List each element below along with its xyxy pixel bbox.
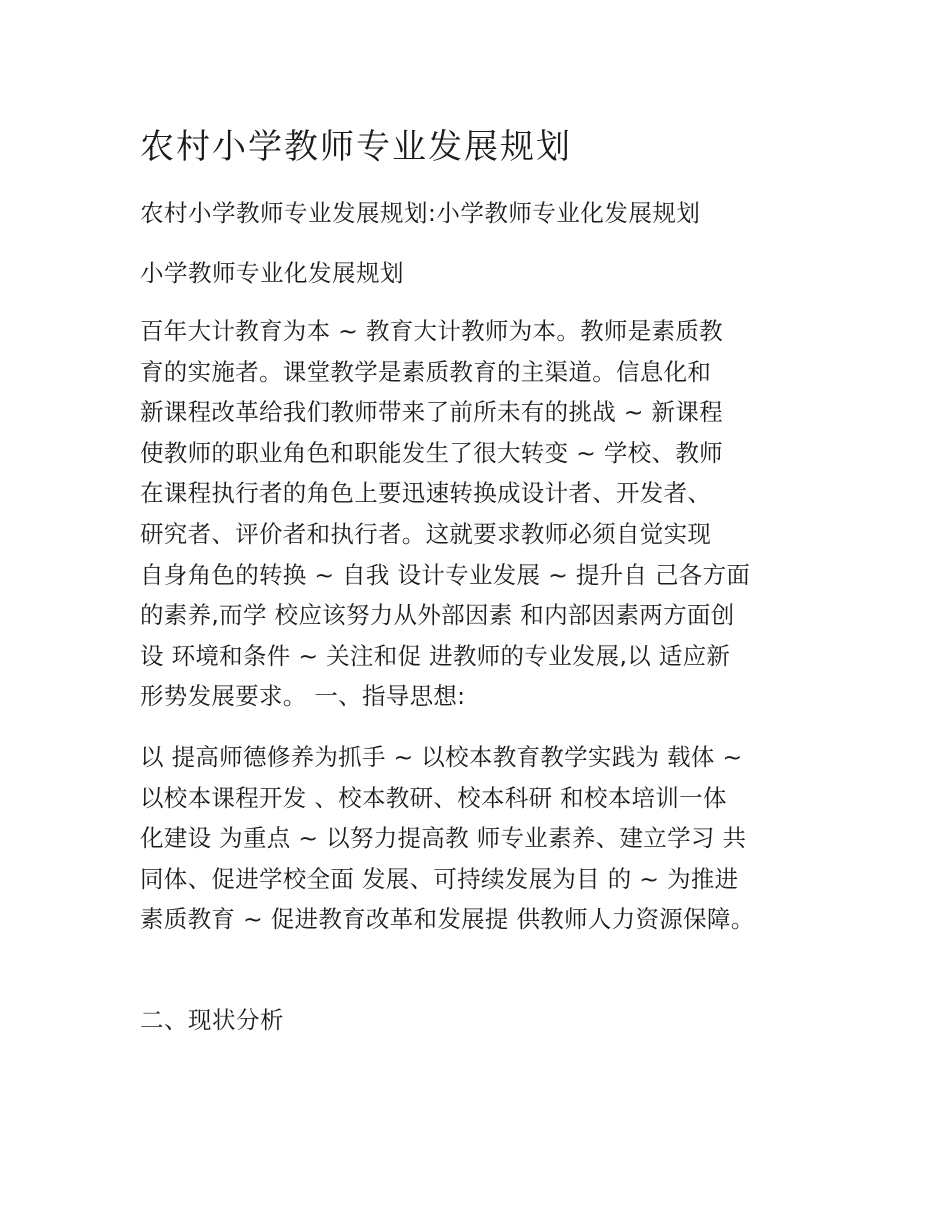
paragraph-line: 化建设 为重点 ~ 以努力提高教 师专业素养、建立学习 共 <box>140 824 747 853</box>
section-heading-status-analysis: 二、现状分析 <box>140 1006 284 1034</box>
paragraph-line: 以校本课程开发 、校本教研、校本科研 和校本培训一体 <box>140 783 727 812</box>
paragraph-line: 使教师的职业角色和职能发生了很大转变 ~ 学校、教师 <box>140 438 723 467</box>
section-heading: 小学教师专业化发展规划 <box>140 259 404 287</box>
document-title: 农村小学教师专业发展规划 <box>140 127 572 167</box>
paragraph-line: 自身角色的转换 ~ 自我 设计专业发展 ~ 提升自 己各方面 <box>140 560 751 589</box>
paragraph-line: 的素养,而学 校应该努力从外部因素 和内部因素两方面创 <box>140 601 735 630</box>
paragraph-line: 同体、促进学校全面 发展、可持续发展为目 的 ~ 为推进 <box>140 864 739 893</box>
document-subtitle: 农村小学教师专业发展规划:小学教师专业化发展规划 <box>140 199 701 227</box>
paragraph-line: 新课程改革给我们教师带来了前所未有的挑战 ~ 新课程 <box>140 398 723 427</box>
intro-paragraph <box>140 311 820 717</box>
paragraph-line: 百年大计教育为本 ~ 教育大计教师为本。教师是素质教 <box>140 317 723 345</box>
paragraph-line: 育的实施者。课堂教学是素质教育的主渠道。信息化和 <box>140 357 712 386</box>
paragraph-line: 以 提高师德修养为抓手 ~ 以校本教育教学实践为 载体 ~ <box>140 743 743 771</box>
paragraph-line: 在课程执行者的角色上要迅速转换成设计者、开发者、 <box>140 479 712 508</box>
paragraph-line: 素质教育 ~ 促进教育改革和发展提 供教师人力资源保障。 <box>140 905 755 934</box>
paragraph-line: 形势发展要求。 一、指导思想: <box>140 682 466 711</box>
paragraph-line: 研究者、评价者和执行者。这就要求教师必须自觉实现 <box>140 519 712 548</box>
paragraph-line: 设 环境和条件 ~ 关注和促 进教师的专业发展,以 适应新 <box>140 641 731 670</box>
guiding-ideology-paragraph <box>140 737 820 940</box>
